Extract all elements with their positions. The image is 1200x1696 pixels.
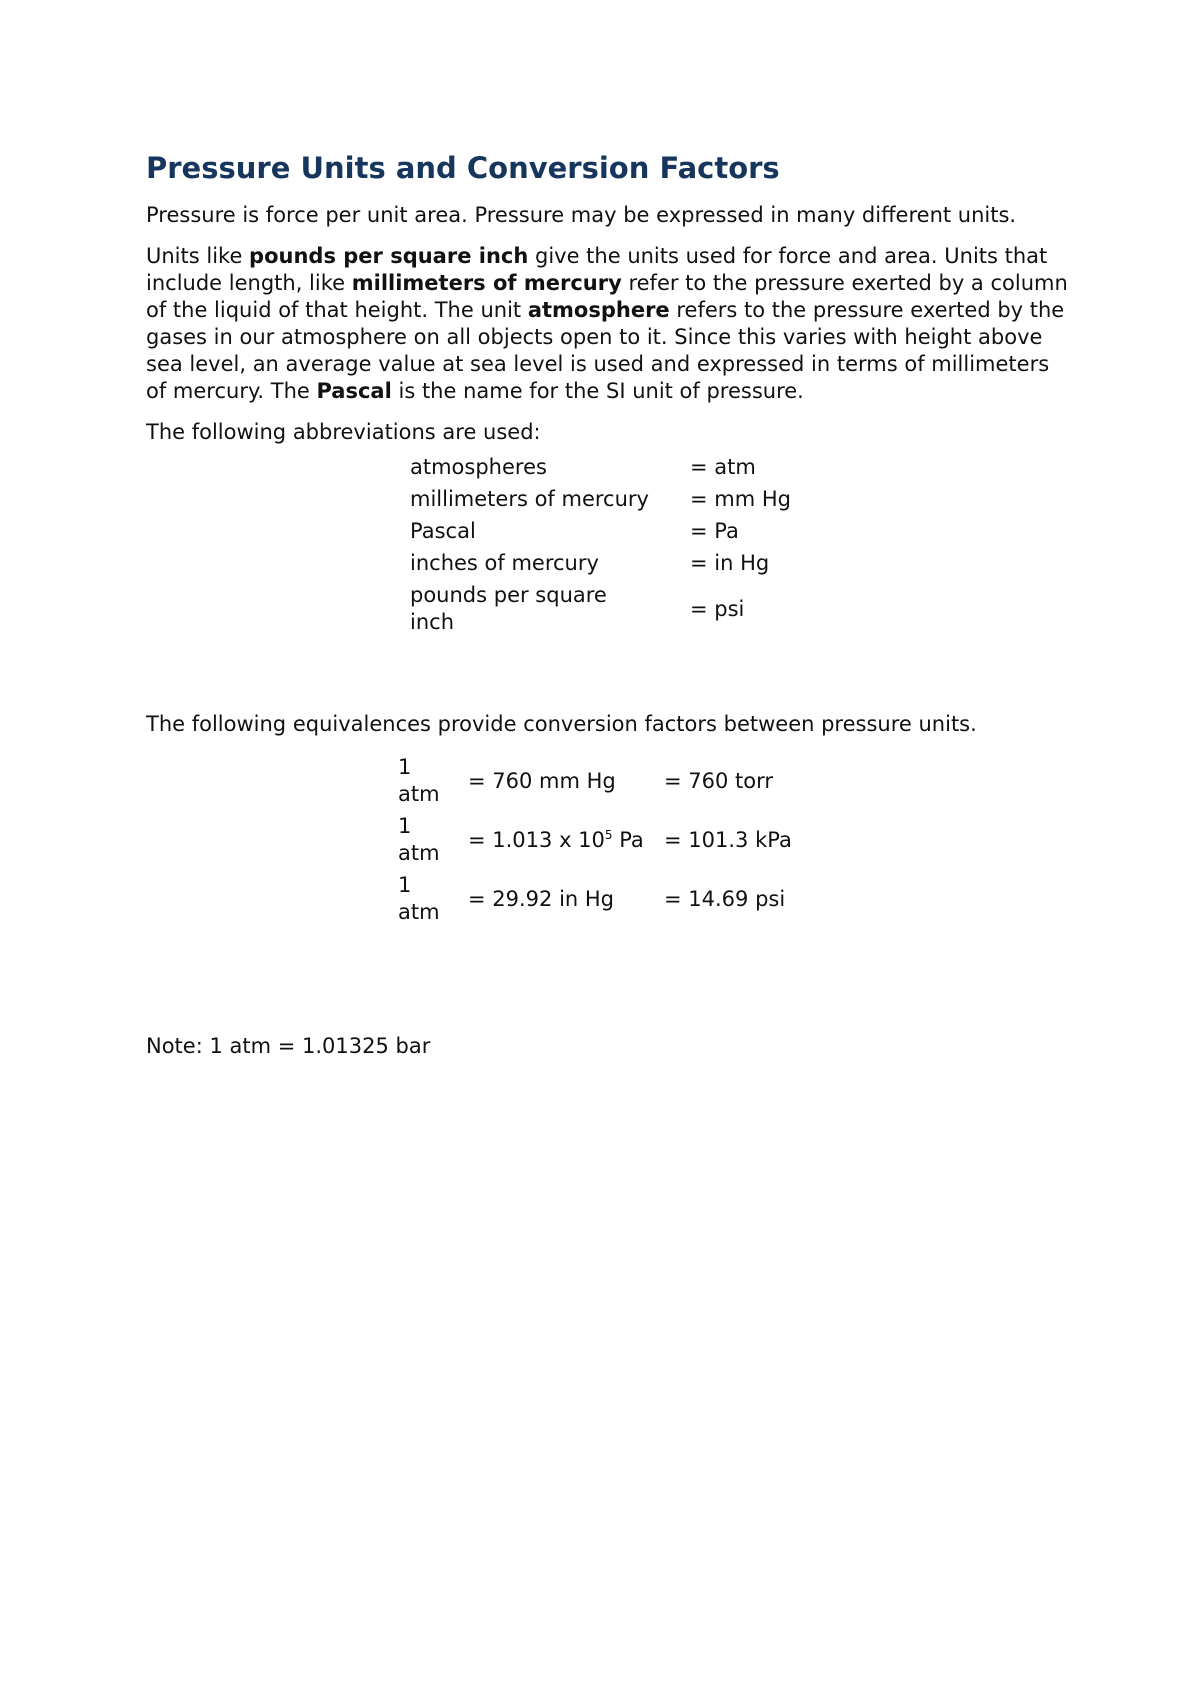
page-title: Pressure Units and Conversion Factors	[146, 151, 780, 185]
unit-abbreviation: = psi	[690, 596, 745, 621]
unit-abbreviation: = atm	[690, 455, 756, 479]
equiv-mid: = 1.013 x $10^5$ Pa	[468, 827, 644, 852]
text-run: is the name for the SI unit of pressure.	[391, 379, 804, 403]
spacer	[146, 929, 1076, 1033]
document-page	[146, 150, 1076, 1074]
equivalences-intro: The following equivalences provide conversion factors between pressure units.	[146, 712, 977, 736]
unit-name: pounds per square inch	[410, 583, 607, 634]
intro-paragraph: Pressure is force per unit area. Pressure may be expressed in many different units.	[146, 203, 1017, 227]
bold-term-psi: pounds per square inch	[249, 244, 529, 268]
table-row	[410, 452, 791, 484]
unit-abbreviation: = Pa	[690, 519, 739, 543]
units-paragraph	[146, 243, 1076, 405]
table-row	[410, 484, 791, 516]
table-row	[410, 516, 791, 548]
abbreviations-intro: The following abbreviations are used:	[146, 420, 541, 444]
table-row	[398, 870, 792, 929]
equiv-rhs: = 101.3 kPa	[664, 827, 792, 852]
text-run: give the units used for force and area. Units that include length, like	[146, 244, 1048, 295]
table-row	[410, 580, 791, 639]
bold-term-atmosphere: atmosphere	[527, 298, 670, 322]
unit-abbreviation: = in Hg	[690, 551, 770, 575]
unit-abbreviation: = mm Hg	[690, 487, 791, 511]
unit-name: Pascal	[410, 519, 476, 543]
text-run: refers to the pressure exerted by the gases in our atmosphere on all objects open to it. Since this varies with height above sea level, an average value at sea level is used and expressed in terms of millimeters of mercury. The	[146, 298, 1065, 403]
spacer	[146, 639, 1076, 711]
equivalences-table	[398, 752, 792, 929]
equiv-mid: = 760 mm Hg	[468, 768, 616, 793]
bold-term-mmhg: millimeters of mercury	[351, 271, 622, 295]
table-row	[410, 548, 791, 580]
table-row	[398, 752, 792, 811]
note-text: Note: 1 atm = 1.01325 bar	[146, 1034, 431, 1058]
equiv-rhs: = 760 torr	[664, 768, 774, 793]
equiv-mid: = 29.92 in Hg	[468, 886, 615, 911]
equiv-rhs: = 14.69 psi	[664, 886, 786, 911]
unit-name: millimeters of mercury	[410, 487, 649, 511]
unit-name: inches of mercury	[410, 551, 599, 575]
equiv-lhs: 1 atm	[398, 755, 440, 806]
text-run: Units like	[146, 244, 250, 268]
equiv-lhs: 1 atm	[398, 814, 440, 865]
text-run: refer to the pressure exerted by a column of the liquid of that height. The unit	[146, 271, 1068, 322]
equiv-lhs: 1 atm	[398, 873, 440, 924]
abbreviations-table	[410, 452, 791, 639]
bold-term-pascal: Pascal	[316, 379, 392, 403]
exponent: 5	[604, 827, 613, 842]
table-row	[398, 811, 792, 870]
unit-name: atmospheres	[410, 455, 547, 479]
